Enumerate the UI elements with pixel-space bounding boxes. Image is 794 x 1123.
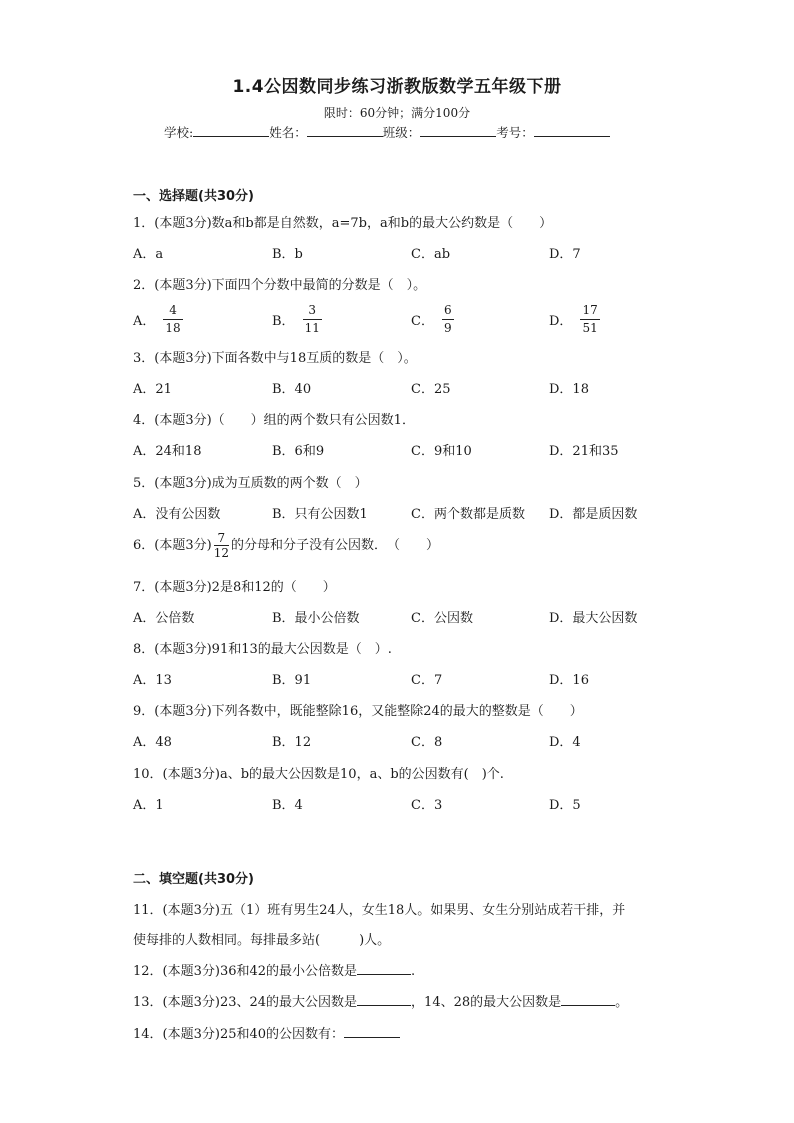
option-d[interactable]: D．7	[549, 247, 581, 262]
numerator: 17	[582, 303, 598, 317]
option-d[interactable]: D．5	[549, 798, 581, 813]
question-14	[133, 1023, 400, 1042]
option-c[interactable]: C．9和10	[411, 444, 472, 459]
question-4: 4．(本题3分)（ ）组的两个数只有公因数1．	[133, 413, 415, 428]
denominator: 18	[165, 321, 181, 335]
option-b[interactable]: B．只有公因数1	[272, 507, 368, 522]
option-d[interactable]: D．最大公因数	[549, 611, 638, 626]
options-q3	[133, 378, 693, 408]
option-letter: B．	[272, 314, 295, 329]
name-label: 姓名：	[269, 125, 307, 140]
option-c[interactable]: C．3	[411, 798, 443, 813]
exam-subtitle: 限时：60分钟；满分100分	[323, 106, 471, 120]
fraction	[163, 302, 182, 337]
option-c[interactable]: C．公因数	[411, 611, 473, 626]
option-d[interactable]: D．16	[549, 673, 589, 688]
question-9: 9．(本题3分)下列各数中，既能整除16，又能整除24的最大的整数是（ ）	[133, 704, 583, 719]
option-letter: A．	[133, 314, 156, 329]
exam-no-label: 考号：	[496, 125, 534, 140]
option-a[interactable]: A．48	[133, 735, 172, 750]
numerator: 6	[443, 303, 452, 317]
question-6-suffix: 的分母和分子没有公因数． （ ）	[230, 538, 439, 553]
class-label: 班级：	[382, 125, 421, 140]
numerator: 4	[169, 303, 177, 317]
question-13-text-a: 13．(本题3分)23、24的最大公因数是	[133, 995, 358, 1010]
question-11-line2: 使每排的人数相同。每排最多站( )人。	[133, 933, 391, 948]
class-blank[interactable]	[420, 123, 496, 137]
option-a[interactable]: A．1	[133, 798, 164, 813]
options-q5	[133, 503, 693, 533]
options-q7	[133, 607, 693, 637]
question-3: 3．(本题3分)下面各数中与18互质的数是（ ）。	[133, 351, 417, 366]
question-12-end: .	[411, 964, 416, 979]
numerator: 7	[217, 531, 226, 545]
question-1: 1．(本题3分)数a和b都是自然数，a=7b，a和b的最大公约数是（ ）	[133, 216, 553, 231]
option-d[interactable]: D．18	[549, 382, 589, 397]
student-info-line	[164, 123, 610, 141]
option-c[interactable]: C．两个数都是质数	[411, 507, 525, 522]
options-q9	[133, 731, 693, 761]
option-d[interactable]: D．4	[549, 735, 581, 750]
numerator: 3	[308, 303, 317, 317]
option-d[interactable]: D．都是质因数	[549, 507, 638, 522]
option-a[interactable]: A．24和18	[133, 444, 202, 459]
option-c[interactable]: C．25	[411, 382, 451, 397]
options-q8	[133, 669, 693, 699]
question-6	[133, 531, 439, 560]
name-blank[interactable]	[307, 123, 383, 137]
option-b[interactable]: B．6和9	[272, 444, 325, 459]
section-heading-fill: 二、填空题(共30分)	[133, 872, 254, 887]
option-a[interactable]	[133, 302, 183, 337]
fraction	[580, 302, 599, 337]
answer-blank[interactable]	[344, 1025, 400, 1038]
question-2: 2．(本题3分)下面四个分数中最简的分数是（ ）。	[133, 278, 427, 293]
question-11-line1: 11．(本题3分)五（1）班有男生24人，女生18人。如果男、女生分别站成若干排，并	[133, 903, 626, 918]
question-8: 8．(本题3分)91和13的最大公因数是（ ）.	[133, 642, 392, 657]
option-letter: C．	[411, 314, 434, 329]
exam-no-blank[interactable]	[534, 123, 610, 137]
question-13-text-b: ，14、28的最大公因数是	[411, 995, 562, 1010]
options-q1	[133, 243, 693, 273]
option-c[interactable]	[411, 302, 454, 337]
question-10: 10．(本题3分)a、b的最大公因数是10，a、b的公因数有( )个.	[133, 767, 504, 782]
fraction	[303, 302, 322, 337]
option-a[interactable]: A．13	[133, 673, 172, 688]
option-c[interactable]: C．ab	[411, 247, 451, 262]
option-a[interactable]: A．公倍数	[133, 611, 195, 626]
option-d[interactable]	[549, 302, 600, 337]
denominator: 12	[213, 546, 229, 560]
question-5: 5．(本题3分)成为互质数的两个数（ ）	[133, 476, 368, 491]
question-13	[133, 991, 628, 1010]
denominator: 51	[582, 321, 598, 335]
school-label: 学校:	[164, 125, 194, 140]
question-14-text: 14．(本题3分)25和40的公因数有：	[133, 1027, 345, 1042]
options-q2	[133, 302, 693, 342]
answer-blank[interactable]	[561, 993, 615, 1006]
option-b[interactable]: B．12	[272, 735, 312, 750]
option-a[interactable]: A．没有公因数	[133, 507, 221, 522]
fraction-7-12	[214, 531, 229, 560]
options-q10	[133, 794, 693, 824]
question-13-end: 。	[615, 995, 629, 1010]
question-12-text: 12．(本题3分)36和42的最小公倍数是	[133, 964, 358, 979]
question-12	[133, 960, 415, 979]
option-a[interactable]: A．a	[133, 247, 164, 262]
option-d[interactable]: D．21和35	[549, 444, 619, 459]
option-b[interactable]: B．91	[272, 673, 312, 688]
section-heading-choice: 一、选择题(共30分)	[133, 189, 254, 204]
option-b[interactable]	[272, 302, 322, 337]
option-a[interactable]: A．21	[133, 382, 172, 397]
option-c[interactable]: C．7	[411, 673, 443, 688]
denominator: 11	[304, 321, 320, 335]
option-b[interactable]: B．4	[272, 798, 303, 813]
options-q4	[133, 440, 693, 470]
school-blank[interactable]	[193, 123, 269, 137]
option-letter: D．	[549, 314, 573, 329]
option-b[interactable]: B．40	[272, 382, 312, 397]
question-7: 7．(本题3分)2是8和12的（ ）	[133, 580, 336, 595]
page-title: 1.4公因数同步练习浙教版数学五年级下册	[232, 77, 562, 97]
question-6-prefix: 6．(本题3分)	[133, 538, 212, 553]
option-b[interactable]: B．b	[272, 247, 303, 262]
option-b[interactable]: B．最小公倍数	[272, 611, 360, 626]
fraction	[442, 302, 454, 337]
denominator: 9	[443, 321, 452, 335]
option-c[interactable]: C．8	[411, 735, 443, 750]
answer-blank[interactable]	[357, 962, 411, 975]
answer-blank[interactable]	[357, 993, 411, 1006]
